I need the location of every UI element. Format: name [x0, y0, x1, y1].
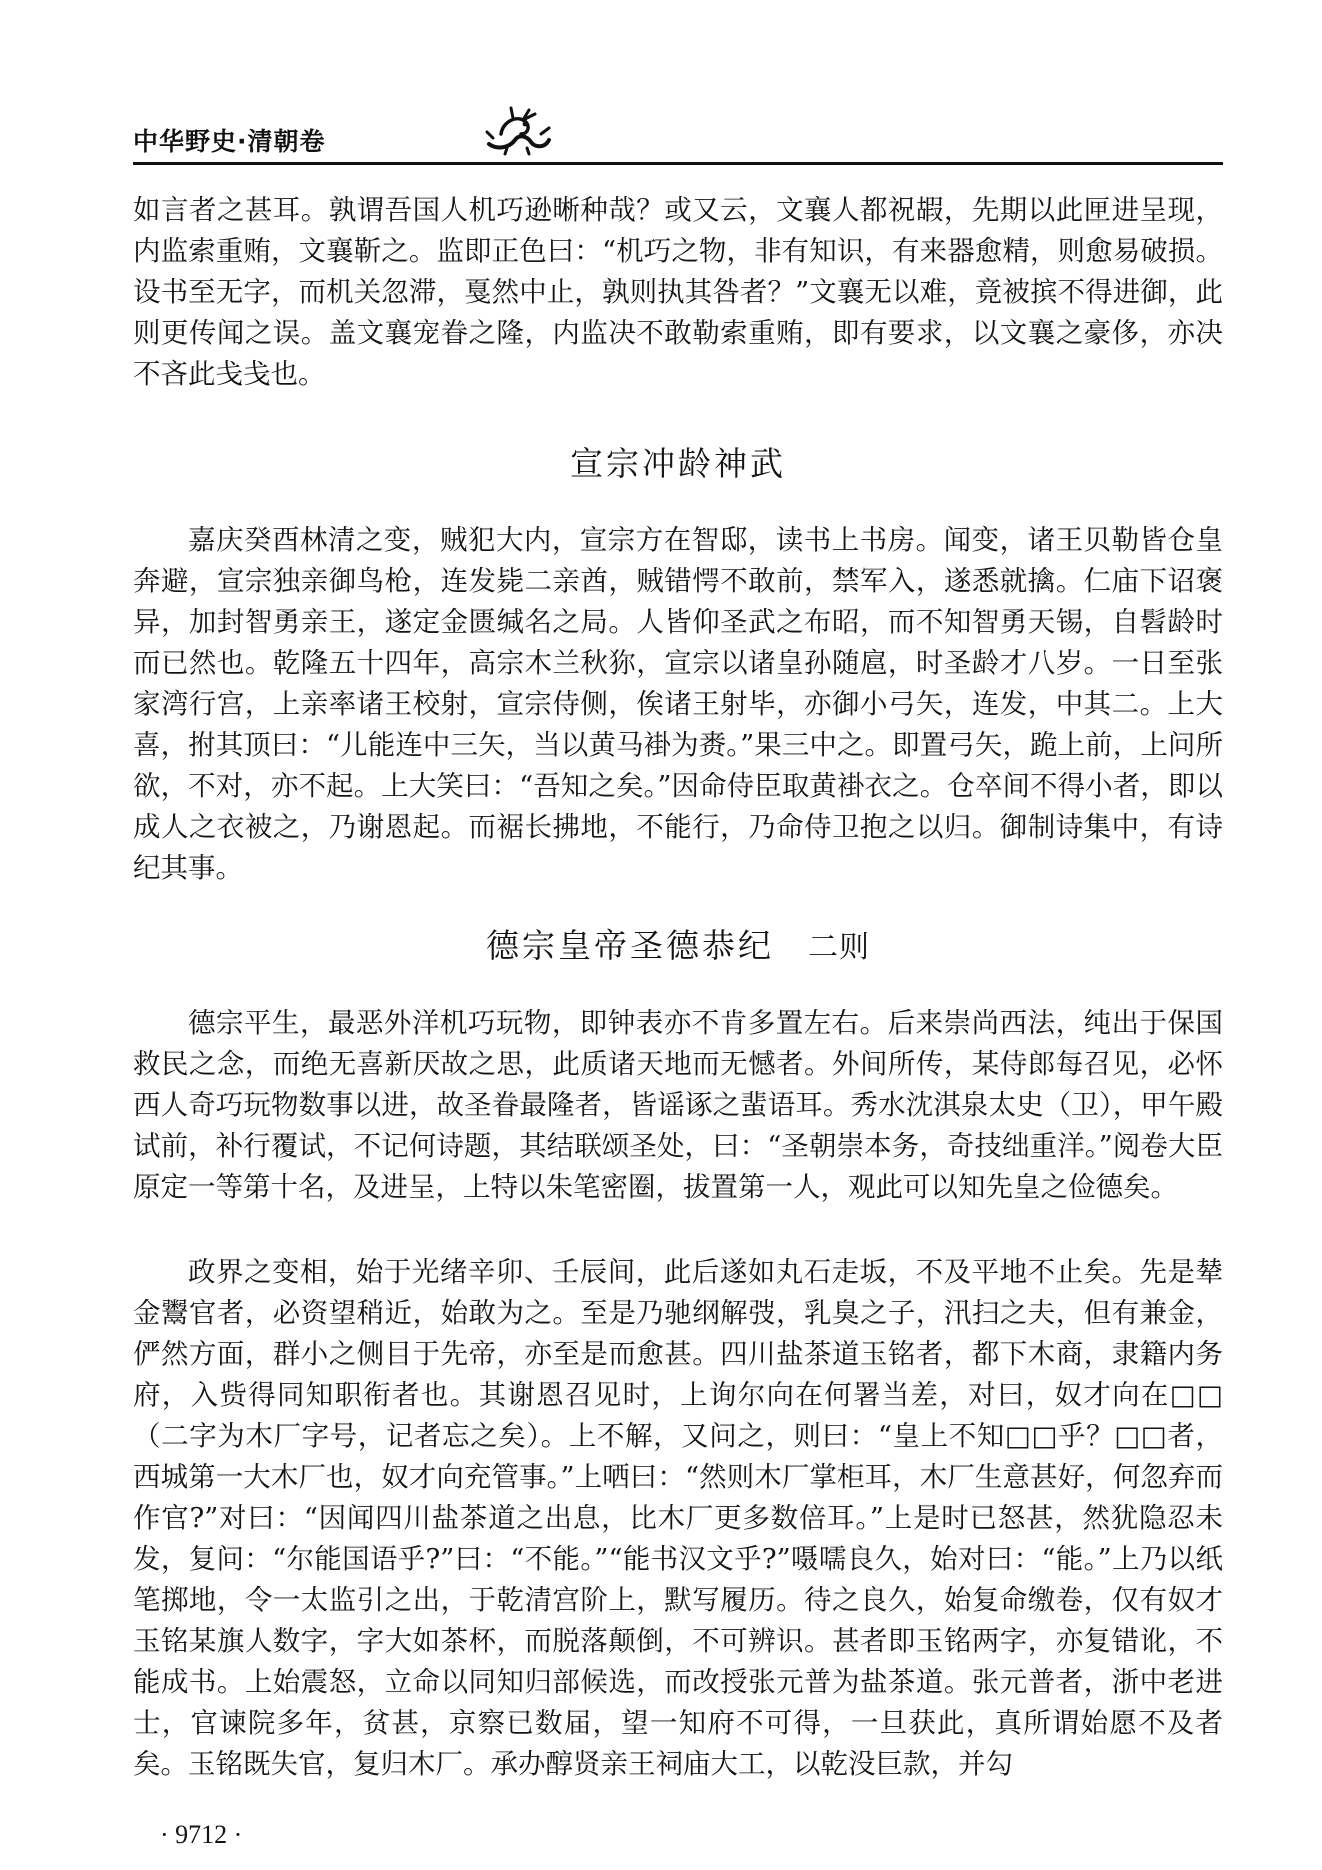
dezong-paragraph-2: 政界之变相，始于光绪辛卯、壬辰间，此后遂如丸石走坂，不及平地不止矣。先是辇金鬻官者，必资望稍近，始敢为之。至是乃驰纲解弢，乳臭之子，汛扫之夫，但有兼金，俨然方面，群小之侧目于先帝，亦至是而愈甚。四川盐茶道玉铭者，都下木商，隶籍内务府，入赀得同知职衔者也。其谢恩召见时，上询尔向在何署当差，对曰，奴才向在□□（二字为木厂字号，记者忘之矣）。上不解，又问之，则曰：“皇上不知□□乎？□□者，西城第一大木厂也，奴才向充管事。”上哂曰：“然则木厂掌柜耳，木厂生意甚好，何忽弃而作官?”对曰：“因闻四川盐茶道之出息，比木厂更多数倍耳。”上是时已怒甚，然犹隐忍未发，复问：“尔能国语乎?”曰：“不能。”“能书汉文乎?”嗫嚅良久，始对曰：“能。”上乃以纸笔掷地，令一太监引之出，于乾清宫阶上，默写履历。待之良久，始复命缴卷，仅有奴才玉铭某旗人数字，字大如茶杯，而脱落颠倒，不可辨识。甚者即玉铭两字，亦复错讹，不能成书。上始震怒，立命以同知归部候选，而改授张元普为盐茶道。张元普者，浙中老进士，官谏院多年，贫甚，京察已数届，望一知府不可得，一旦获此，真所谓始愿不及者矣。玉铭既失官，复归木厂。承办醇贤亲王祠庙大工，以乾没巨款，并勾 [133, 1256, 1223, 1780]
section-title-xuanzong [133, 438, 1223, 485]
page-number: · 9712 · [160, 1820, 243, 1849]
book-title: 中华野史·清朝卷 [133, 127, 326, 156]
section-title-dezong [133, 920, 1223, 967]
running-header [133, 120, 1223, 164]
xuanzong-paragraph: 嘉庆癸酉林清之变，贼犯大内，宣宗方在智邸，读书上书房。闻变，诸王贝勒皆仓皇奔避，宣宗独亲御鸟枪，连发毙二亲酋，贼错愕不敢前，禁军入，遂悉就擒。仁庙下诏褒异，加封智勇亲王，遂定金匮缄名之局。人皆仰圣武之布昭，而不知智勇天锡，自髫龄时而已然也。乾隆五十四年，高宗木兰秋狝，宣宗以诸皇孙随扈，时圣龄才八岁。一日至张家湾行宫，上亲率诸王校射，宣宗侍侧，俟诸王射毕，亦御小弓矢，连发，中其二。上大喜，拊其顶曰：“儿能连中三矢，当以黄马褂为赉。”果三中之。即置弓矢，跪上前，上问所欲，不对，亦不起。上大笑曰：“吾知之矣。”因命侍臣取黄褂衣之。仓卒间不得小者，即以成人之衣被之，乃谢恩起。而裾长拂地，不能行，乃命侍卫抱之以归。御制诗集中，有诗纪其事。 [133, 524, 1223, 884]
header-rule [133, 162, 1223, 165]
dragon-emblem-icon [483, 104, 555, 156]
dezong-paragraph-1: 德宗平生，最恶外洋机巧玩物，即钟表亦不肯多置左右。后来崇尚西法，纯出于保国救民之念，而绝无喜新厌故之思，此质诸天地而无憾者。外间所传，某侍郎每召见，必怀西人奇巧玩物数事以进，故圣眷最隆者，皆谣诼之蜚语耳。秀水沈淇泉太史（卫），甲午殿试前，补行覆试，不记何诗题，其结联颂圣处，曰：“圣朝崇本务，奇技绌重洋。”阅卷大臣原定一等第十名，及进呈，上特以朱笔密圈，拔置第一人，观此可以知先皇之俭德矣。 [133, 1007, 1223, 1203]
intro-paragraph: 如言者之甚耳。孰谓吾国人机巧逊晰种哉？或又云，文襄人都祝嘏，先期以此匣进呈现，内监索重贿，文襄靳之。监即正色曰：“机巧之物，非有知识，有来器愈精，则愈易破损。设书至无字，而机关忽滞，戛然中止，孰则执其咎者？”文襄无以难，竟被摈不得进御，此则更传闻之误。盖文襄宠眷之隆，内监决不敢勒索重贿，即有要求，以文襄之豪侈，亦决不吝此戋戋也。 [133, 194, 1223, 390]
section-title-text: 德宗皇帝圣德恭纪 [486, 926, 774, 965]
section-subtitle: 二则 [808, 930, 870, 965]
section-title-text: 宣宗冲龄神武 [570, 444, 786, 483]
